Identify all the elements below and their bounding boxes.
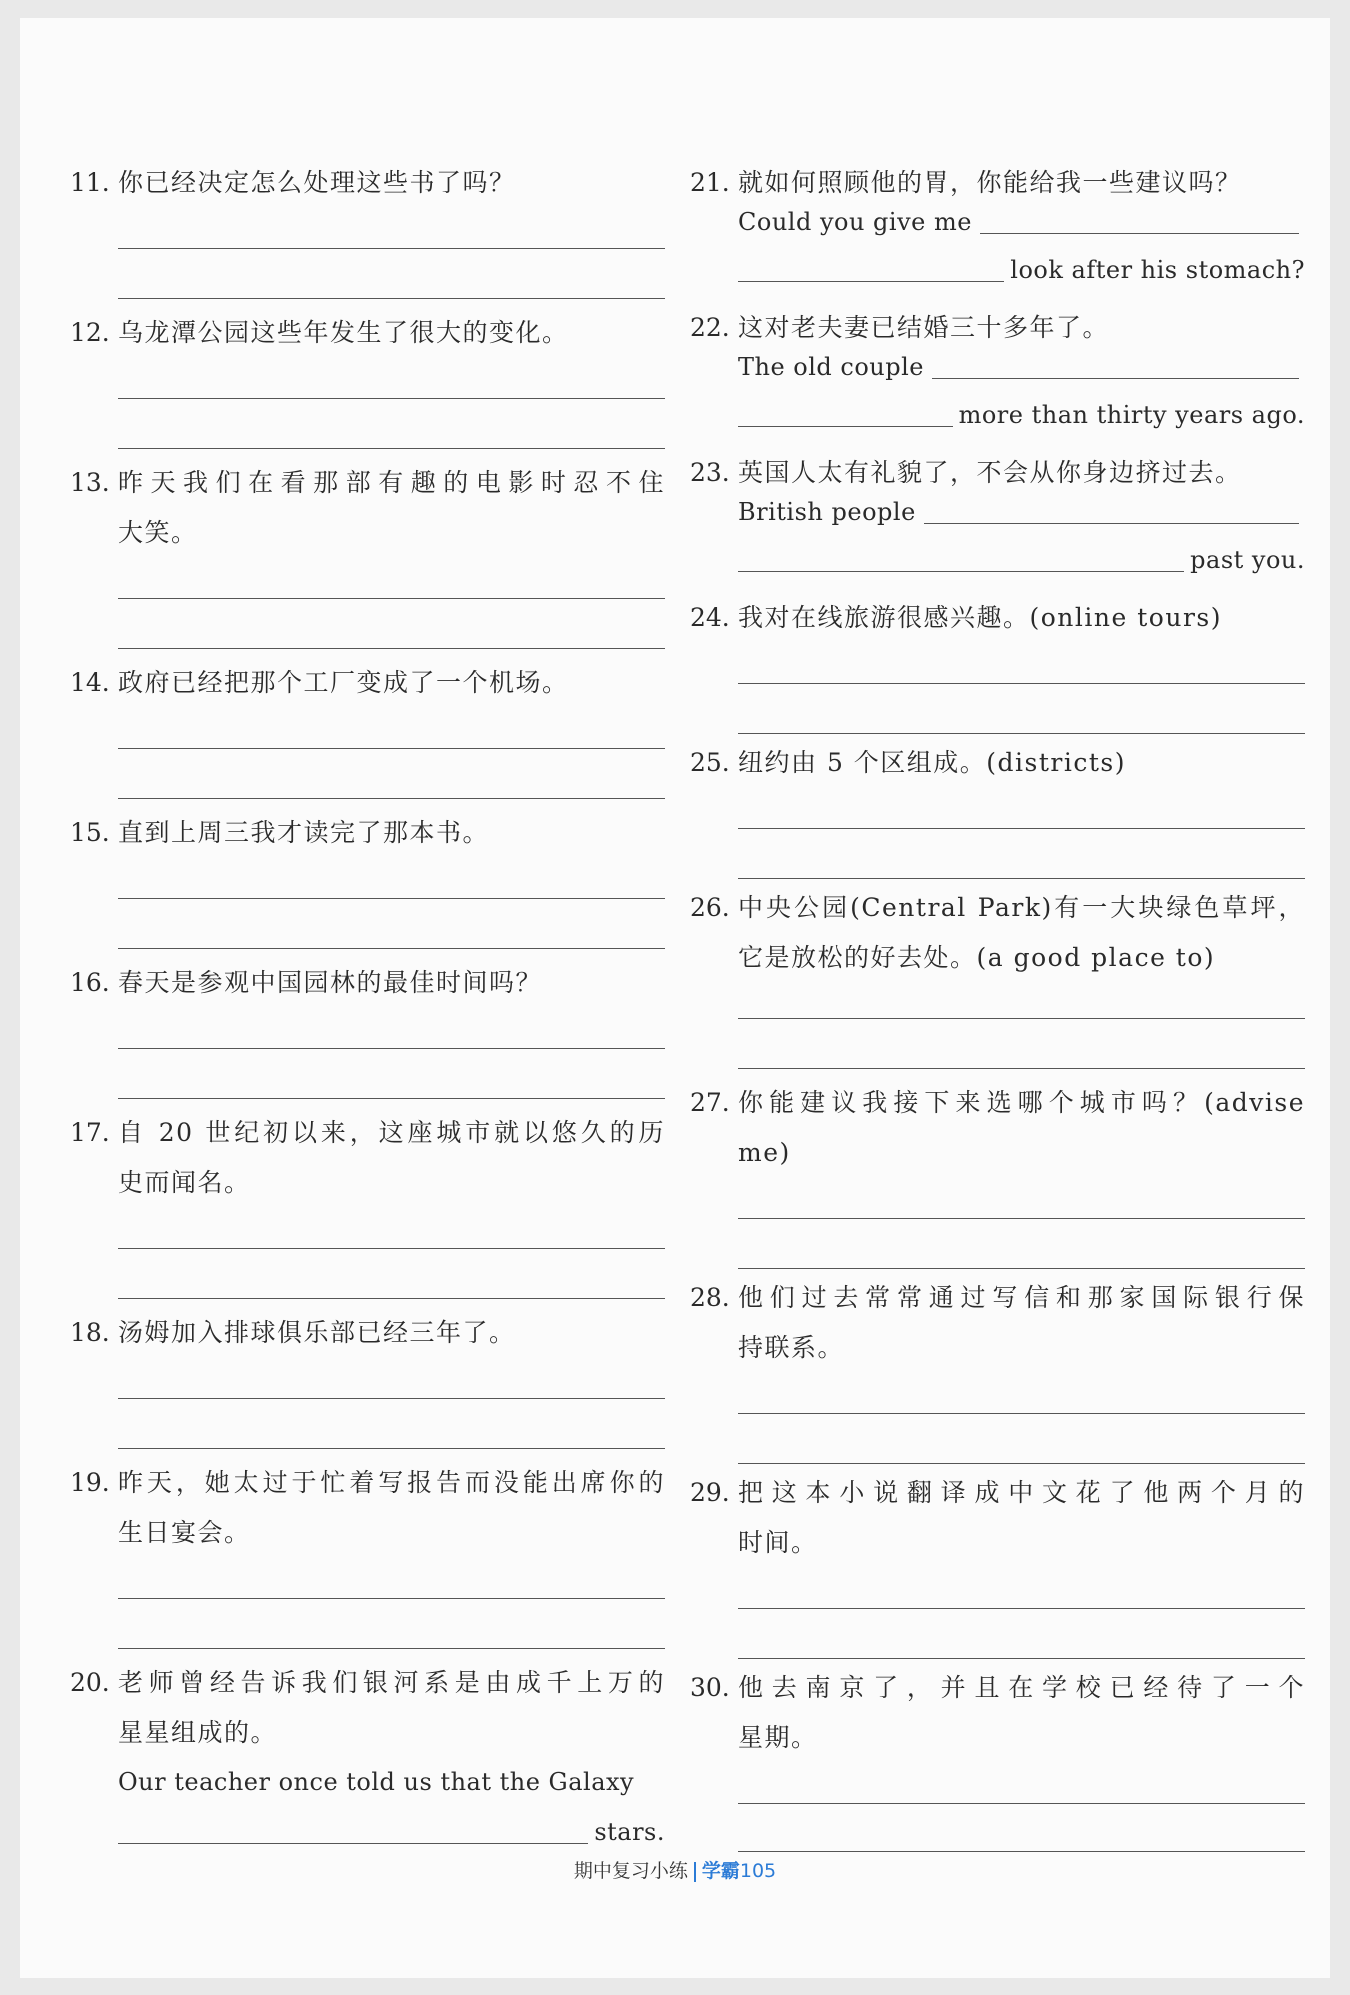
english-prompt: The old couple [738, 347, 1305, 387]
footer-brand: 学霸 [701, 1860, 740, 1882]
footer-divider [694, 1862, 696, 1882]
answer-line[interactable] [118, 1448, 665, 1449]
question-29: 29. 把这本小说翻译成中文花了他两个月的 时间。 [690, 1468, 1305, 1568]
english-prompt: British people [738, 492, 1305, 532]
answer-line[interactable] [118, 898, 665, 899]
question-text-cont: 生日宴会。 [118, 1518, 251, 1547]
question-text-cont: me) [738, 1138, 791, 1167]
question-13: 13. 昨天我们在看那部有趣的电影时忍不住 大笑。 [70, 458, 665, 558]
answer-line[interactable] [118, 1248, 665, 1249]
question-text: 把这本小说翻译成中文花了他两个月的 [738, 1478, 1305, 1507]
answer-blank[interactable] [924, 522, 1299, 524]
answer-line[interactable] [118, 1298, 665, 1299]
question-text: 自 20 世纪初以来，这座城市就以悠久的历 [118, 1118, 665, 1147]
question-text: 昨天，她太过于忙着写报告而没能出席你的 [118, 1468, 665, 1497]
page-footer [20, 1856, 1330, 1883]
answer-line[interactable] [118, 598, 665, 599]
question-16: 16. 春天是参观中国园林的最佳时间吗？ [70, 958, 665, 1008]
question-text: 这对老夫妻已结婚三十多年了。 [738, 313, 1110, 342]
question-text: 你能建议我接下来选哪个城市吗？(advise [738, 1088, 1305, 1117]
question-text: 我对在线旅游很感兴趣。(online tours) [738, 603, 1222, 632]
question-text: 昨天我们在看那部有趣的电影时忍不住 [118, 468, 665, 497]
english-prompt-end: more than thirty years ago. [738, 395, 1305, 435]
question-24: 24. 我对在线旅游很感兴趣。(online tours) [690, 593, 1305, 643]
question-28: 28. 他们过去常常通过写信和那家国际银行保 持联系。 [690, 1273, 1305, 1373]
answer-line[interactable] [738, 733, 1305, 734]
question-12: 12. 乌龙潭公园这些年发生了很大的变化。 [70, 308, 665, 358]
answer-line[interactable] [118, 748, 665, 749]
answer-line[interactable] [118, 248, 665, 249]
worksheet-page [20, 18, 1330, 1978]
question-text: 直到上周三我才读完了那本书。 [118, 818, 490, 847]
answer-line[interactable] [738, 1608, 1305, 1609]
question-23: 23. 英国人太有礼貌了，不会从你身边挤过去。 British people past you. [690, 448, 1305, 498]
english-prompt-end: past you. [738, 540, 1305, 580]
question-text: 中央公园(Central Park)有一大块绿色草坪， [738, 893, 1305, 922]
question-19: 19. 昨天，她太过于忙着写报告而没能出席你的 生日宴会。 [70, 1458, 665, 1558]
question-text: 你已经决定怎么处理这些书了吗？ [118, 168, 516, 197]
question-18: 18. 汤姆加入排球俱乐部已经三年了。 [70, 1308, 665, 1358]
english-prompt: Could you give me [738, 202, 1305, 242]
answer-line[interactable] [118, 448, 665, 449]
question-text: 老师曾经告诉我们银河系是由成千上万的 [118, 1668, 665, 1697]
question-15: 15. 直到上周三我才读完了那本书。 [70, 808, 665, 858]
answer-line[interactable] [738, 1413, 1305, 1414]
question-22: 22. 这对老夫妻已结婚三十多年了。 The old couple more than thirty years ago. [690, 303, 1305, 353]
answer-line[interactable] [118, 1048, 665, 1049]
question-text-cont: 史而闻名。 [118, 1168, 251, 1197]
answer-line[interactable] [118, 948, 665, 949]
question-text: 他去南京了，并且在学校已经待了一个 [738, 1673, 1305, 1702]
question-text-cont: 大笑。 [118, 518, 198, 547]
answer-blank[interactable] [932, 377, 1299, 379]
question-21: 21. 就如何照顾他的胃，你能给我一些建议吗？ Could you give me look after his stomach? [690, 158, 1305, 208]
question-text: 英国人太有礼貌了，不会从你身边挤过去。 [738, 458, 1242, 487]
question-17: 17. 自 20 世纪初以来，这座城市就以悠久的历 史而闻名。 [70, 1108, 665, 1208]
answer-line[interactable] [738, 828, 1305, 829]
answer-line[interactable] [118, 398, 665, 399]
question-text-cont: 时间。 [738, 1528, 818, 1557]
answer-line[interactable] [738, 1658, 1305, 1659]
answer-line[interactable] [118, 298, 665, 299]
page-number: 105 [739, 1860, 777, 1882]
question-text: 政府已经把那个工厂变成了一个机场。 [118, 668, 569, 697]
answer-line[interactable] [738, 1463, 1305, 1464]
question-20: 20. 老师曾经告诉我们银河系是由成千上万的 星星组成的。 Our teacher once told us that the Galaxy stars. [70, 1658, 665, 1758]
answer-line[interactable] [118, 1398, 665, 1399]
question-27: 27. 你能建议我接下来选哪个城市吗？(advise me) [690, 1078, 1305, 1178]
question-11: 11. 你已经决定怎么处理这些书了吗？ [70, 158, 665, 208]
english-prompt-end: stars. [118, 1812, 665, 1852]
answer-blank[interactable] [118, 1842, 588, 1844]
question-text: 乌龙潭公园这些年发生了很大的变化。 [118, 318, 569, 347]
answer-line[interactable] [738, 1068, 1305, 1069]
question-text: 汤姆加入排球俱乐部已经三年了。 [118, 1318, 516, 1347]
answer-line[interactable] [118, 1098, 665, 1099]
answer-line[interactable] [738, 683, 1305, 684]
question-text-cont: 星期。 [738, 1723, 818, 1752]
question-text: 纽约由 5 个区组成。(districts) [738, 748, 1127, 777]
answer-line[interactable] [738, 1218, 1305, 1219]
answer-line[interactable] [738, 878, 1305, 879]
answer-line[interactable] [118, 648, 665, 649]
footer-title: 期中复习小练 [573, 1860, 688, 1882]
question-text: 他们过去常常通过写信和那家国际银行保 [738, 1283, 1305, 1312]
answer-line[interactable] [118, 798, 665, 799]
answer-line[interactable] [738, 1018, 1305, 1019]
question-text-cont: 星星组成的。 [118, 1718, 278, 1747]
answer-blank[interactable] [738, 425, 953, 427]
english-prompt: Our teacher once told us that the Galaxy [118, 1768, 635, 1796]
question-14: 14. 政府已经把那个工厂变成了一个机场。 [70, 658, 665, 708]
question-text-cont: 持联系。 [738, 1333, 845, 1362]
answer-blank[interactable] [980, 232, 1299, 234]
answer-line[interactable] [738, 1268, 1305, 1269]
question-26: 26. 中央公园(Central Park)有一大块绿色草坪， 它是放松的好去处。(a good place to) [690, 883, 1305, 983]
question-text: 春天是参观中国园林的最佳时间吗？ [118, 968, 543, 997]
english-prompt-end: look after his stomach? [738, 250, 1305, 290]
answer-line[interactable] [118, 1648, 665, 1649]
answer-line[interactable] [118, 1598, 665, 1599]
answer-line[interactable] [738, 1803, 1305, 1804]
question-25: 25. 纽约由 5 个区组成。(districts) [690, 738, 1305, 788]
question-30: 30. 他去南京了，并且在学校已经待了一个 星期。 [690, 1663, 1305, 1763]
question-text: 就如何照顾他的胃，你能给我一些建议吗？ [738, 168, 1242, 197]
answer-line[interactable] [738, 1851, 1305, 1852]
question-text-cont: 它是放松的好去处。(a good place to) [738, 943, 1216, 972]
answer-blank[interactable] [738, 570, 1184, 572]
answer-blank[interactable] [738, 280, 1004, 282]
